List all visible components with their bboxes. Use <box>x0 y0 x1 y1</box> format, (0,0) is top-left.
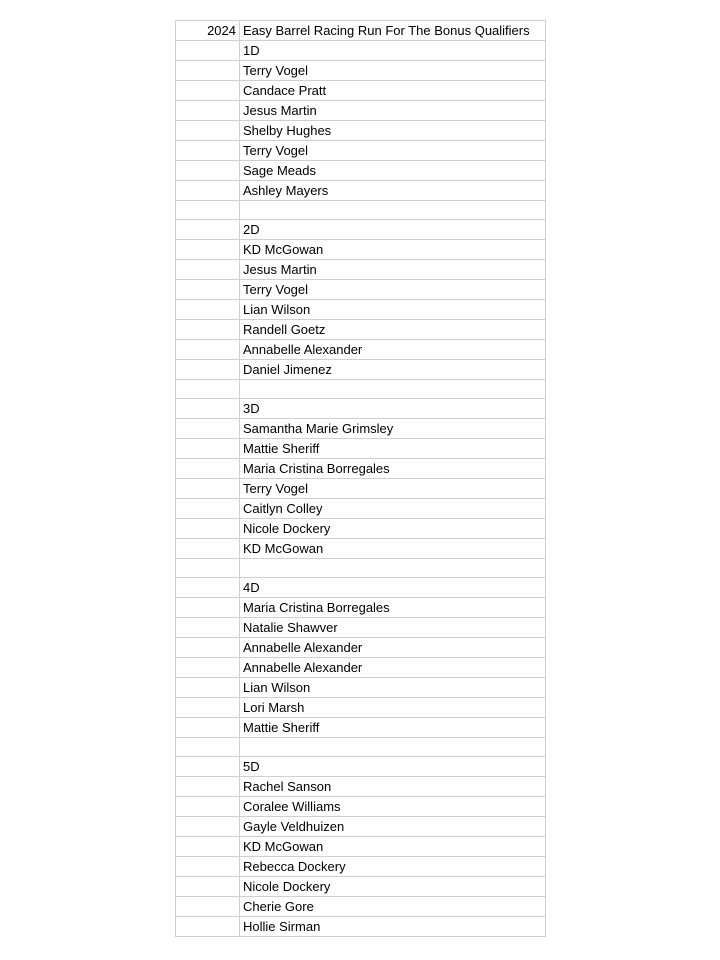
empty-cell[interactable] <box>176 519 240 539</box>
empty-cell[interactable] <box>176 300 240 320</box>
name-cell[interactable]: Terry Vogel <box>240 280 546 300</box>
table-row <box>176 380 546 399</box>
empty-cell[interactable] <box>176 459 240 479</box>
empty-cell[interactable] <box>176 61 240 81</box>
empty-cell[interactable] <box>176 181 240 201</box>
empty-cell[interactable] <box>240 559 546 578</box>
empty-cell[interactable] <box>176 658 240 678</box>
empty-cell[interactable] <box>176 917 240 937</box>
name-cell[interactable]: KD McGowan <box>240 240 546 260</box>
division-cell[interactable]: 3D <box>240 399 546 419</box>
empty-cell[interactable] <box>176 877 240 897</box>
name-cell[interactable]: Caitlyn Colley <box>240 499 546 519</box>
empty-cell[interactable] <box>176 240 240 260</box>
empty-cell[interactable] <box>176 141 240 161</box>
name-cell[interactable]: Randell Goetz <box>240 320 546 340</box>
table-row <box>176 459 546 479</box>
empty-cell[interactable] <box>240 201 546 220</box>
empty-cell[interactable] <box>176 837 240 857</box>
name-cell[interactable]: Hollie Sirman <box>240 917 546 937</box>
division-cell[interactable]: 4D <box>240 578 546 598</box>
table-row <box>176 320 546 340</box>
empty-cell[interactable] <box>176 499 240 519</box>
empty-cell[interactable] <box>176 439 240 459</box>
table-row <box>176 479 546 499</box>
name-cell[interactable]: KD McGowan <box>240 837 546 857</box>
empty-cell[interactable] <box>176 220 240 240</box>
table-row <box>176 61 546 81</box>
empty-cell[interactable] <box>176 559 240 578</box>
empty-cell[interactable] <box>176 797 240 817</box>
table-row <box>176 638 546 658</box>
name-cell[interactable]: Lori Marsh <box>240 698 546 718</box>
name-cell[interactable]: Terry Vogel <box>240 61 546 81</box>
empty-cell[interactable] <box>176 638 240 658</box>
empty-cell[interactable] <box>176 399 240 419</box>
table-row <box>176 340 546 360</box>
title-cell[interactable]: Easy Barrel Racing Run For The Bonus Qualifiers <box>240 21 546 41</box>
empty-cell[interactable] <box>176 360 240 380</box>
table-row <box>176 678 546 698</box>
table-row <box>176 121 546 141</box>
empty-cell[interactable] <box>176 539 240 559</box>
empty-cell[interactable] <box>176 380 240 399</box>
table-row <box>176 519 546 539</box>
empty-cell[interactable] <box>176 718 240 738</box>
spreadsheet-body <box>176 21 546 937</box>
name-cell[interactable]: Lian Wilson <box>240 300 546 320</box>
table-row <box>176 141 546 161</box>
empty-cell[interactable] <box>176 777 240 797</box>
table-row <box>176 877 546 897</box>
table-row <box>176 300 546 320</box>
table-row <box>176 399 546 419</box>
table-row <box>176 101 546 121</box>
table-row <box>176 161 546 181</box>
table-row <box>176 578 546 598</box>
name-cell[interactable]: Mattie Sheriff <box>240 439 546 459</box>
name-cell[interactable]: Terry Vogel <box>240 141 546 161</box>
name-cell[interactable]: Samantha Marie Grimsley <box>240 419 546 439</box>
empty-cell[interactable] <box>176 618 240 638</box>
table-row <box>176 240 546 260</box>
table-row <box>176 260 546 280</box>
table-row <box>176 817 546 837</box>
table-row <box>176 857 546 877</box>
empty-cell[interactable] <box>176 280 240 300</box>
spreadsheet-table <box>175 20 546 937</box>
table-row <box>176 757 546 777</box>
table-row <box>176 618 546 638</box>
table-row <box>176 419 546 439</box>
name-cell[interactable]: Daniel Jimenez <box>240 360 546 380</box>
empty-cell[interactable] <box>176 320 240 340</box>
table-row <box>176 897 546 917</box>
table-row <box>176 41 546 61</box>
empty-cell[interactable] <box>176 121 240 141</box>
year-cell[interactable]: 2024 <box>176 21 240 41</box>
name-cell[interactable]: Nicole Dockery <box>240 877 546 897</box>
name-cell[interactable]: Jesus Martin <box>240 260 546 280</box>
table-row <box>176 201 546 220</box>
table-row <box>176 439 546 459</box>
empty-cell[interactable] <box>176 101 240 121</box>
empty-cell[interactable] <box>176 598 240 618</box>
header-row <box>176 21 546 41</box>
table-row <box>176 837 546 857</box>
table-row <box>176 598 546 618</box>
name-cell[interactable]: Candace Pratt <box>240 81 546 101</box>
empty-cell[interactable] <box>240 380 546 399</box>
table-row <box>176 220 546 240</box>
name-cell[interactable]: Nicole Dockery <box>240 519 546 539</box>
empty-cell[interactable] <box>176 340 240 360</box>
table-row <box>176 917 546 937</box>
table-row <box>176 360 546 380</box>
table-row <box>176 738 546 757</box>
division-cell[interactable]: 2D <box>240 220 546 240</box>
empty-cell[interactable] <box>176 857 240 877</box>
table-row <box>176 559 546 578</box>
name-cell[interactable]: Maria Cristina Borregales <box>240 459 546 479</box>
table-row <box>176 280 546 300</box>
table-row <box>176 658 546 678</box>
name-cell[interactable]: Maria Cristina Borregales <box>240 598 546 618</box>
name-cell[interactable]: Annabelle Alexander <box>240 638 546 658</box>
empty-cell[interactable] <box>176 161 240 181</box>
empty-cell[interactable] <box>176 419 240 439</box>
table-row <box>176 777 546 797</box>
name-cell[interactable]: Natalie Shawver <box>240 618 546 638</box>
name-cell[interactable]: Rachel Sanson <box>240 777 546 797</box>
name-cell[interactable]: Jesus Martin <box>240 101 546 121</box>
empty-cell[interactable] <box>176 201 240 220</box>
name-cell[interactable]: Coralee Williams <box>240 797 546 817</box>
name-cell[interactable]: Gayle Veldhuizen <box>240 817 546 837</box>
empty-cell[interactable] <box>176 738 240 757</box>
empty-cell[interactable] <box>176 698 240 718</box>
name-cell[interactable]: Cherie Gore <box>240 897 546 917</box>
table-row <box>176 539 546 559</box>
name-cell[interactable]: KD McGowan <box>240 539 546 559</box>
name-cell[interactable]: Shelby Hughes <box>240 121 546 141</box>
empty-cell[interactable] <box>176 578 240 598</box>
table-row <box>176 81 546 101</box>
empty-cell[interactable] <box>176 479 240 499</box>
table-row <box>176 499 546 519</box>
name-cell[interactable]: Terry Vogel <box>240 479 546 499</box>
table-row <box>176 181 546 201</box>
empty-cell[interactable] <box>176 817 240 837</box>
empty-cell[interactable] <box>176 260 240 280</box>
name-cell[interactable]: Sage Meads <box>240 161 546 181</box>
empty-cell[interactable] <box>176 757 240 777</box>
division-cell[interactable]: 1D <box>240 41 546 61</box>
table-row <box>176 718 546 738</box>
name-cell[interactable]: Rebecca Dockery <box>240 857 546 877</box>
name-cell[interactable]: Annabelle Alexander <box>240 340 546 360</box>
empty-cell[interactable] <box>176 41 240 61</box>
empty-cell[interactable] <box>176 81 240 101</box>
name-cell[interactable]: Lian Wilson <box>240 678 546 698</box>
name-cell[interactable]: Ashley Mayers <box>240 181 546 201</box>
empty-cell[interactable] <box>240 738 546 757</box>
division-cell[interactable]: 5D <box>240 757 546 777</box>
name-cell[interactable]: Mattie Sheriff <box>240 718 546 738</box>
empty-cell[interactable] <box>176 897 240 917</box>
table-row <box>176 797 546 817</box>
table-row <box>176 698 546 718</box>
name-cell[interactable]: Annabelle Alexander <box>240 658 546 678</box>
empty-cell[interactable] <box>176 678 240 698</box>
